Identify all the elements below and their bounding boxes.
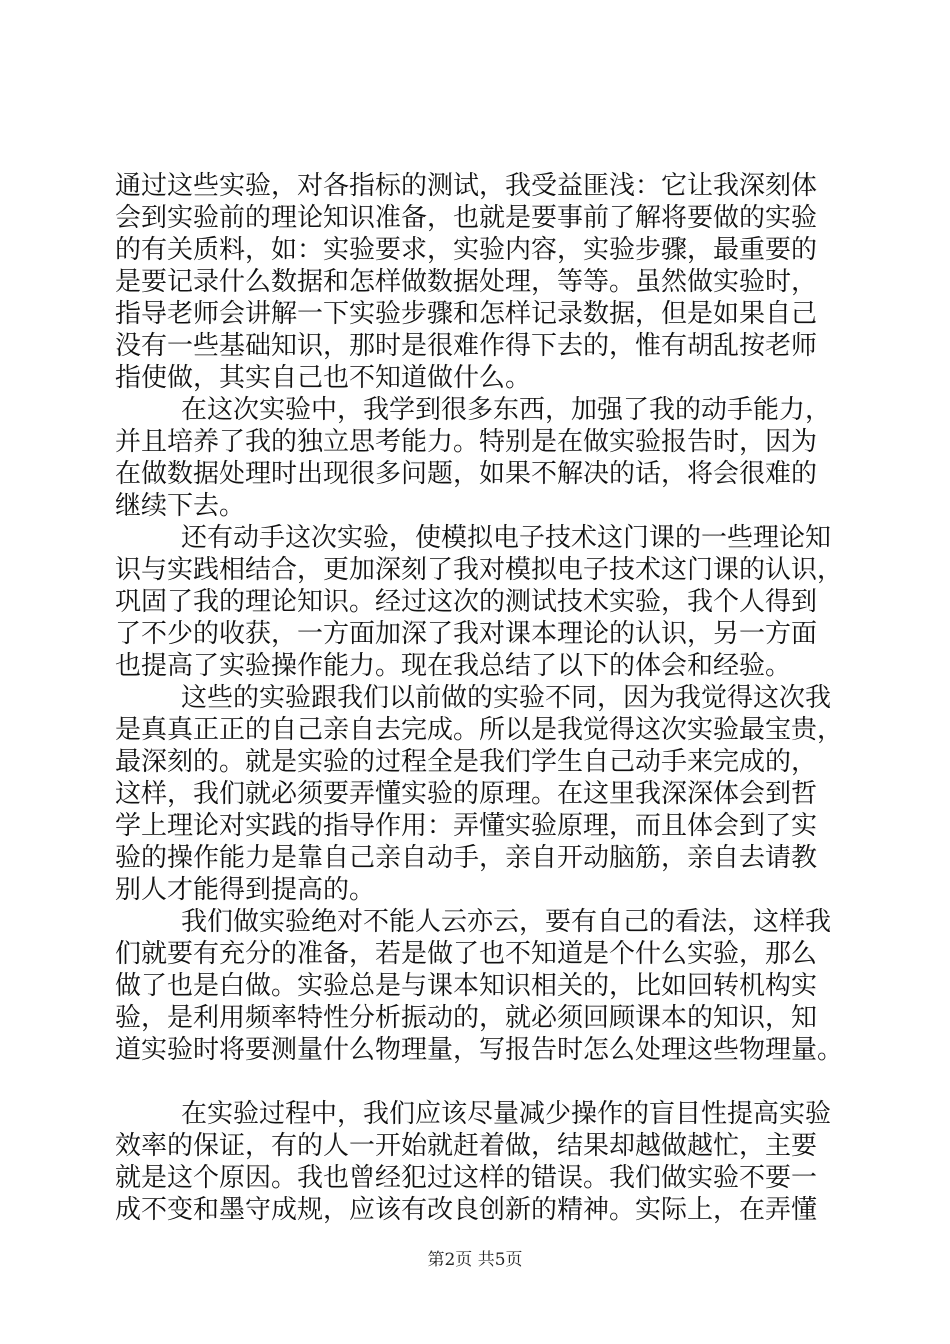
- paragraph-start-line: 在这次实验中，我学到很多东西，加强了我的动手能力，: [181, 395, 832, 425]
- text-line: 没有一些基础知识，那时是很难作得下去的，惟有胡乱按老师: [115, 331, 818, 361]
- text-line: 巩固了我的理论知识。经过这次的测试技术实验，我个人得到: [115, 587, 818, 617]
- text-line: 继续下去。: [115, 491, 246, 521]
- text-line: 也提高了实验操作能力。现在我总结了以下的体会和经验。: [115, 651, 792, 681]
- text-line: 效率的保证，有的人一开始就赶着做，结果却越做越忙，主要: [115, 1131, 818, 1161]
- text-line: 成不变和墨守成规，应该有改良创新的精神。实际上，在弄懂: [115, 1195, 818, 1225]
- text-line: 道实验时将要测量什么物理量，写报告时怎么处理这些物理量。: [115, 1035, 844, 1065]
- text-line: 了不少的收获，一方面加深了我对课本理论的认识，另一方面: [115, 619, 818, 649]
- text-line: 最深刻的。就是实验的过程全是我们学生自己动手来完成的，: [115, 747, 818, 777]
- text-line: 们就要有充分的准备，若是做了也不知道是个什么实验，那么: [115, 939, 818, 969]
- text-line: 会到实验前的理论知识准备，也就是要事前了解将要做的实验: [115, 203, 818, 233]
- text-line: 指使做，其实自己也不知道做什么。: [115, 363, 532, 393]
- text-line: 别人才能得到提高的。: [115, 875, 376, 905]
- page-number-footer: 第2页 共5页: [427, 1250, 523, 1270]
- text-line: 识与实践相结合，更加深刻了我对模拟电子技术这门课的认识，: [115, 555, 844, 585]
- document-body: [115, 170, 844, 1226]
- text-line: 通过这些实验，对各指标的测试，我受益匪浅：它让我深刻体: [115, 171, 818, 201]
- paragraph-gap: [115, 1066, 835, 1098]
- paragraph-start-line: 我们做实验绝对不能人云亦云，要有自己的看法，这样我: [181, 907, 832, 937]
- text-line: 的有关质料，如：实验要求，实验内容，实验步骤，最重要的: [115, 235, 818, 265]
- text-line: 验，是利用频率特性分析振动的，就必须回顾课本的知识，知: [115, 1003, 818, 1033]
- text-line: 做了也是白做。实验总是与课本知识相关的，比如回转机构实: [115, 971, 818, 1001]
- text-line: 是真真正正的自己亲自去完成。所以是我觉得这次实验最宝贵，: [115, 715, 844, 745]
- text-line: 这样，我们就必须要弄懂实验的原理。在这里我深深体会到哲: [115, 779, 818, 809]
- paragraph-start-line: 还有动手这次实验，使模拟电子技术这门课的一些理论知: [181, 523, 832, 553]
- text-line: 是要记录什么数据和怎样做数据处理，等等。虽然做实验时，: [115, 267, 818, 297]
- text-line: 在做数据处理时出现很多问题，如果不解决的话，将会很难的: [115, 459, 818, 489]
- text-line: 验的操作能力是靠自己亲自动手，亲自开动脑筋，亲自去请教: [115, 843, 818, 873]
- text-line: 学上理论对实践的指导作用：弄懂实验原理，而且体会到了实: [115, 811, 818, 841]
- text-line: 就是这个原因。我也曾经犯过这样的错误。我们做实验不要一: [115, 1163, 818, 1193]
- text-line: 指导老师会讲解一下实验步骤和怎样记录数据，但是如果自己: [115, 299, 818, 329]
- paragraph-start-line: 在实验过程中，我们应该尽量减少操作的盲目性提高实验: [181, 1099, 832, 1129]
- text-line: 并且培养了我的独立思考能力。特别是在做实验报告时，因为: [115, 427, 818, 457]
- paragraph-start-line: 这些的实验跟我们以前做的实验不同，因为我觉得这次我: [181, 683, 832, 713]
